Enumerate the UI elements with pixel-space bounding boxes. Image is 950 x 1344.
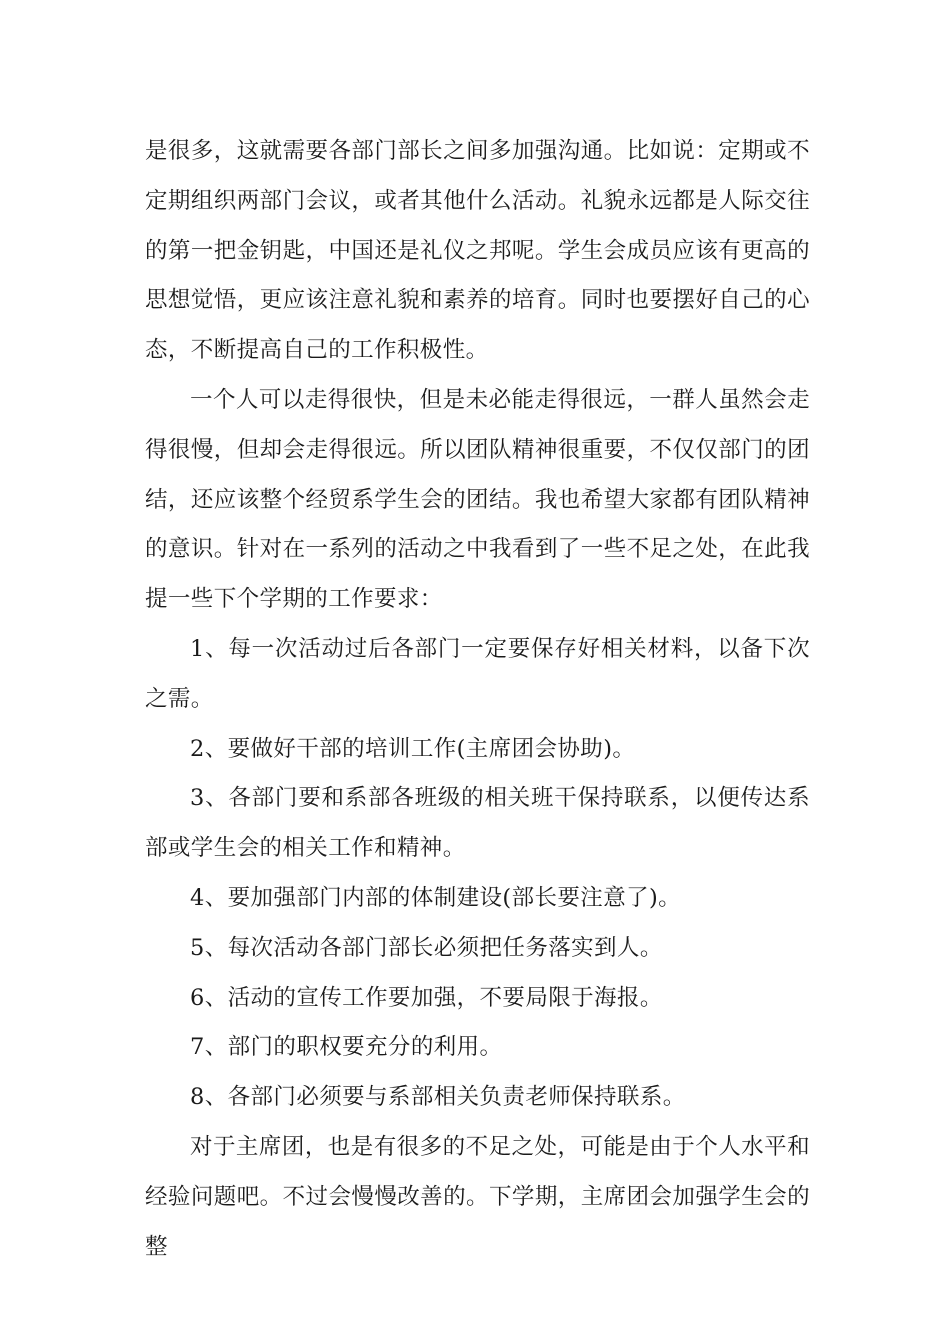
requirement-item-1: 1、每一次活动过后各部门一定要保存好相关材料，以备下次之需。 <box>145 635 810 712</box>
requirement-item-2: 2、要做好干部的培训工作(主席团会协助)。 <box>190 735 636 762</box>
requirement-item-5: 5、每次活动各部门部长必须把任务落实到人。 <box>190 934 663 961</box>
requirement-item-3: 3、各部门要和系部各班级的相关班干保持联系，以便传达系部或学生会的相关工作和精神。 <box>145 785 810 862</box>
requirement-item-4: 4、要加强部门内部的体制建设(部长要注意了)。 <box>190 884 682 911</box>
document-body <box>145 127 810 1272</box>
paragraph-continuation: 是很多，这就需要各部门部长之间多加强沟通。比如说：定期或不定期组织两部门会议，或者其他什么活动。礼貌永远都是人际交往的第一把金钥匙，中国还是礼仪之邦呢。学生会成员应该有更高的思想觉悟，更应该注意礼貌和素养的培育。同时也要摆好自己的心态，不断提高自己的工作积极性。 <box>145 138 810 364</box>
paragraph-team-spirit: 一个人可以走得很快，但是未必能走得很远，一群人虽然会走得很慢，但却会走得很远。所以团队精神很重要，不仅仅部门的团结，还应该整个经贸系学生会的团结。我也希望大家都有团队精神的意识。针对在一系列的活动之中我看到了一些不足之处，在此我提一些下个学期的工作要求： <box>145 386 810 613</box>
requirement-item-7: 7、部门的职权要充分的利用。 <box>190 1034 503 1061</box>
paragraph-presidium: 对于主席团，也是有很多的不足之处，可能是由于个人水平和经验问题吧。不过会慢慢改善的。下学期，主席团会加强学生会的整 <box>145 1133 810 1260</box>
requirement-item-8: 8、各部门必须要与系部相关负责老师保持联系。 <box>190 1084 686 1111</box>
requirement-item-6: 6、活动的宣传工作要加强，不要局限于海报。 <box>190 984 663 1011</box>
